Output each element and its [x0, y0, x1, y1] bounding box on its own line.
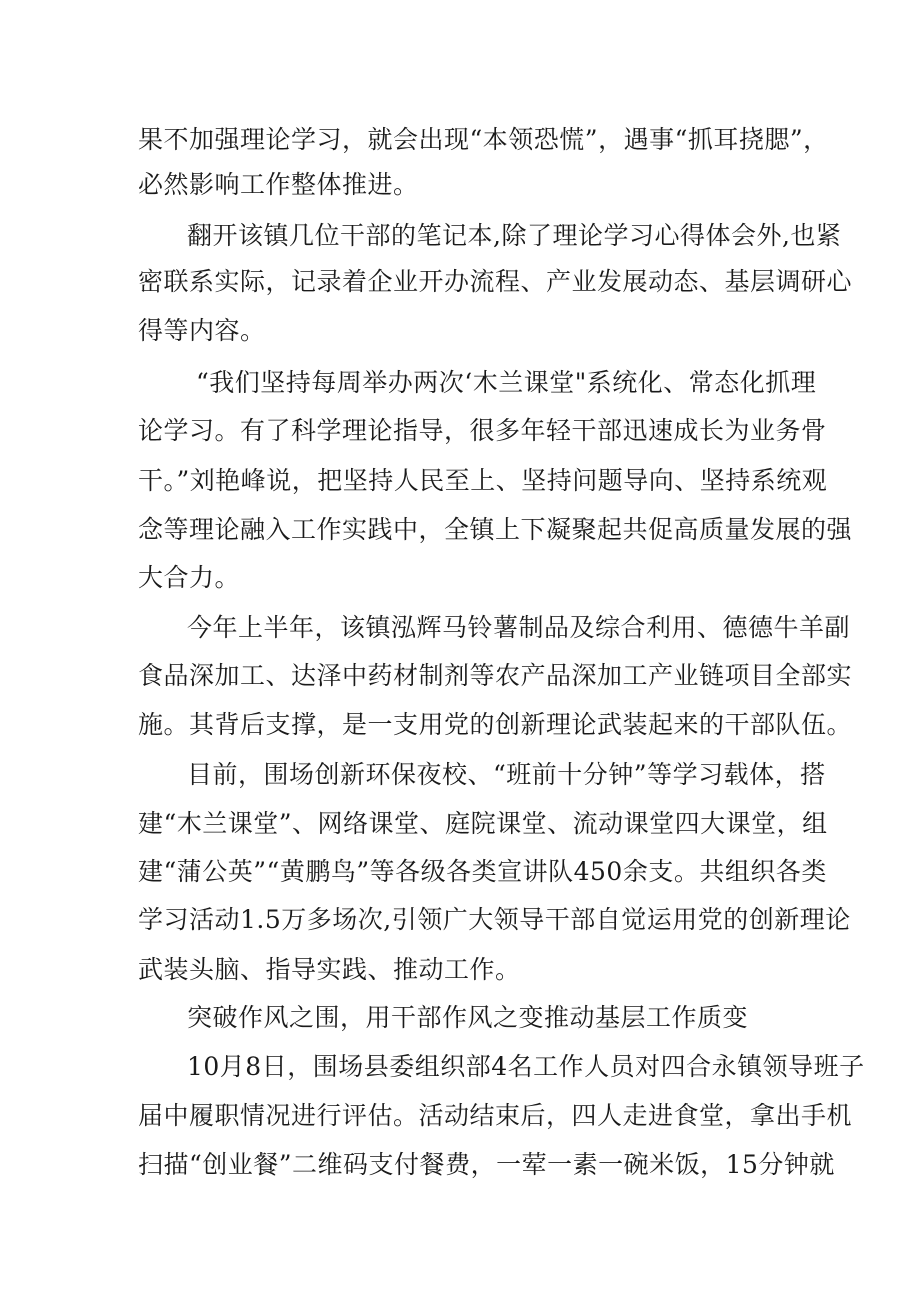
text-line-10: 大合力。 [138, 563, 241, 592]
text-line-13: 施。其背后支撑，是一支用党的创新理论武装起来的干部队伍。 [138, 710, 853, 739]
section-heading: 突破作风之围，用干部作风之变推动基层工作质变 [187, 1003, 749, 1032]
text-line-17: 学习活动1.5万多场次,引领广大领导干部自觉运用党的创新理论 [138, 905, 851, 934]
text-line-6: “我们坚持每周举办两次‘木兰课堂"系统化、常态化抓理 [196, 368, 817, 397]
text-line-2: 必然影响工作整体推进。 [138, 170, 419, 199]
text-line-16: 建“蒲公英”“黄鹏鸟”等各级各类宣讲队450余支。共组织各类 [138, 857, 827, 886]
text-line-9: 念等理论融入工作实践中，全镇上下凝聚起共促高质量发展的强 [138, 515, 853, 544]
text-line-4: 密联系实际，记录着企业开办流程、产业发展动态、基层调研心 [138, 267, 853, 296]
text-line-14: 目前，围场创新环保夜校、“班前十分钟”等学习载体，搭 [187, 760, 826, 789]
text-line-1: 果不加强理论学习，就会出现“本领恐慌”，遇事“抓耳挠腮”， [138, 125, 829, 154]
text-line-21: 届中履职情况进行评估。活动结束后，四人走进食堂，拿出手机 [138, 1101, 853, 1130]
text-line-11: 今年上半年，该镇泓辉马铃薯制品及综合利用、德德牛羊副 [187, 613, 851, 642]
text-line-20: 10月8日，围场县委组织部4名工作人员对四合永镇领导班子 [187, 1052, 865, 1081]
text-line-8: 干。”刘艳峰说，把坚持人民至上、坚持问题导向、坚持系统观 [138, 466, 828, 495]
text-line-18: 武装头脑、指导实践、推动工作。 [138, 955, 521, 984]
text-line-5: 得等内容。 [138, 316, 266, 345]
text-line-22: 扫描“创业餐”二维码支付餐费，一荤一素一碗米饭，15分钟就 [138, 1150, 835, 1179]
text-line-3: 翻开该镇几位干部的笔记本,除了理论学习心得体会外,也紧 [187, 221, 842, 250]
text-line-12: 食品深加工、达泽中药材制剂等农产品深加工产业链项目全部实 [138, 661, 853, 690]
text-line-15: 建“木兰课堂”、网络课堂、庭院课堂、流动课堂四大课堂，组 [138, 809, 828, 838]
text-line-7: 论学习。有了科学理论指导，很多年轻干部迅速成长为业务骨 [138, 416, 827, 445]
